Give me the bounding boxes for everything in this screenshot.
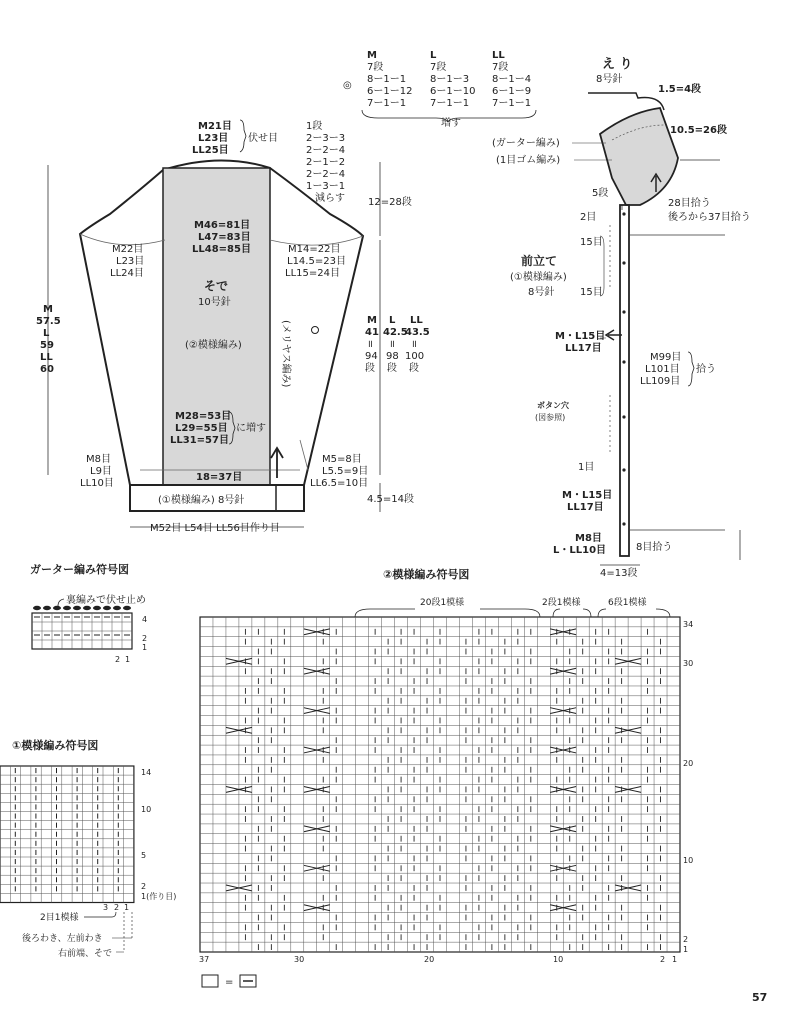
pattern1-chart-title: ①模様編み符号図: [12, 739, 99, 752]
inc-mark: ◎: [343, 80, 352, 91]
sleeve-right-bottom-l: L5.5=9目: [322, 466, 369, 477]
fb-ml15-b: LL17目: [565, 343, 602, 354]
sleeve-bottom-ll: LL31=57目: [170, 435, 229, 446]
sleeve-bind-off-label: 伏せ目: [248, 133, 278, 144]
cap-row-1: 2ー3ー3: [306, 133, 346, 144]
sleeve-right-top-m: M14=22目: [288, 244, 341, 255]
inc-label: 増す: [441, 118, 461, 129]
collar-pickup-back: 後ろから37目拾う: [668, 212, 751, 223]
inc-header-ll: LL: [492, 50, 505, 61]
fb-pickup-m: M99目: [650, 352, 682, 363]
lr-l-cm: 42.5: [383, 327, 408, 338]
buttonhole-7: [622, 522, 625, 525]
p2-row-20: 20: [683, 759, 694, 768]
buttonhole-2: [622, 261, 625, 264]
buttonholes: [622, 212, 625, 525]
p1-col-3: 3: [103, 903, 109, 912]
p2-row-30: 30: [683, 659, 694, 668]
sleeve-cuff-label: (①模様編み) 8号針: [158, 495, 245, 506]
buttonhole-5: [622, 415, 625, 418]
collar-rib: (1目ゴム編み): [496, 155, 561, 166]
sleeve-right-top-l: L14.5=23目: [287, 256, 346, 267]
length-left-l-val: 59: [40, 340, 54, 351]
fb-ml15b-b: LL17目: [567, 502, 604, 513]
sleeve-top-width-l: L47=83目: [198, 232, 251, 243]
sleeve-cast-on: M52目 L54目 LL56目作り目: [150, 523, 280, 534]
fb-pickup-bottom: 8目拾う: [636, 542, 673, 553]
cap-row-4: 2ー2ー4: [306, 169, 346, 180]
sleeve-side-pattern: (メリヤス編み): [280, 320, 291, 388]
inc-r0-l: 7段: [430, 62, 447, 73]
lr-m: M: [367, 315, 377, 326]
length-left-ll-val: 60: [40, 364, 54, 375]
p2-row-1: 1: [683, 945, 689, 954]
cap-decrease-label: 減らす: [315, 193, 345, 204]
sleeve-center-bottom: 18=37目: [196, 472, 243, 483]
cap-row-5: 1ー3ー1: [306, 181, 346, 192]
p2-repeat-20: 20段1模様: [420, 598, 465, 608]
lr-eq-1: ॥: [367, 339, 373, 350]
fb-pickup-l: L101目: [645, 364, 680, 375]
sleeve-cap-height: 12=28段: [368, 197, 412, 208]
page-number: 57: [752, 991, 768, 1004]
sleeve-left-bottom-ll: LL10目: [80, 478, 114, 489]
sleeve-right-top-ll: LL15=24目: [285, 268, 340, 279]
p2-row-34: 34: [683, 620, 694, 629]
lr-ll: LL: [410, 315, 423, 326]
inc-r2-l: 6ー1ー10: [430, 86, 476, 97]
lr-l-rows: 98: [386, 351, 399, 362]
inc-r1-l: 8ー1ー3: [430, 74, 470, 85]
fb-l2: 2目: [580, 212, 597, 223]
fb-pickup-label: 拾う: [696, 364, 716, 375]
lr-eq-3: ॥: [411, 339, 417, 350]
p1-repeat: 2目1模様: [40, 913, 79, 923]
lr-m-dan: 段: [365, 363, 375, 374]
fb-l15b: 15目: [580, 287, 603, 298]
p2-col-1: 1: [672, 955, 678, 964]
sleeve-increase-label: に増す: [236, 423, 266, 434]
fb-button-b: (図参照): [535, 413, 566, 422]
front-band-pattern: (①模様編み): [510, 272, 567, 283]
front-band: [620, 205, 629, 556]
collar-pickup: 28目拾う: [668, 198, 711, 209]
garter-chart-note: 裏編みで伏せ止め: [66, 595, 146, 606]
p2-col-10: 10: [553, 955, 564, 964]
inc-header-l: L: [430, 50, 437, 61]
sleeve-needle: 10号針: [198, 297, 231, 308]
inc-header-m: M: [367, 50, 377, 61]
p2-col-2: 2: [660, 955, 666, 964]
buttonhole-3: [622, 310, 625, 313]
garter-col-2: 2: [115, 655, 121, 664]
lr-m-rows: 94: [365, 351, 378, 362]
p2-repeat-2: 2段1模様: [542, 598, 581, 608]
cap-row-2: 2ー2ー4: [306, 145, 346, 156]
p1-note-2: 右前端、そで: [58, 949, 113, 959]
sleeve-top-width-m: M46=81目: [194, 220, 251, 231]
length-left-ll: LL: [40, 352, 53, 363]
sleeve-left-bottom-l: L9目: [90, 466, 112, 477]
p2-repeat-6: 6段1模様: [608, 598, 647, 608]
inc-r0-ll: 7段: [492, 62, 509, 73]
fb-pickup-ll: LL109目: [640, 376, 681, 387]
p1-note-1: 後ろわき、左前わき: [22, 934, 103, 944]
inc-r1-m: 8ー1ー1: [367, 74, 407, 85]
p1-col-2: 2: [114, 903, 120, 912]
buttonhole-6: [622, 468, 625, 471]
sleeve-length-right: [365, 315, 430, 374]
fb-ml15b-a: M・L15目: [562, 490, 613, 501]
garter-row-2: 2: [142, 634, 148, 643]
lr-ll-dan: 段: [409, 363, 419, 374]
sleeve-left-top-m: M22目: [112, 244, 144, 255]
collar-shape: [600, 108, 678, 205]
sleeve-center-pattern: (②模様編み): [185, 340, 242, 351]
collar-width: 10.5=26段: [670, 125, 727, 136]
sleeve-bottom-m: M28=53目: [175, 411, 232, 422]
p1-row-5: 5: [141, 851, 147, 860]
garter-chart-title: ガーター編み符号図: [30, 563, 129, 576]
sleeve-left-bottom-m: M8目: [86, 454, 111, 465]
cap-row-3: 2ー1ー2: [306, 157, 346, 168]
buttonhole-1: [622, 212, 625, 215]
sleeve-length-left: [36, 304, 61, 375]
p1-row-1: 1(作り目): [141, 892, 177, 901]
lr-eq-2: ॥: [389, 339, 395, 350]
inc-r3-m: 7ー1ー1: [367, 98, 407, 109]
p1-row-14: 14: [141, 768, 152, 777]
pattern2-chart: [200, 617, 680, 952]
sleeve-bottom-l: L29=55目: [175, 423, 228, 434]
garter-col-1: 1: [125, 655, 131, 664]
lr-ll-rows: 100: [405, 351, 425, 362]
fb-ml15-a: M・L15目: [555, 331, 606, 342]
pattern1-chart: [0, 766, 134, 903]
p2-col-30: 30: [294, 955, 305, 964]
p1-row-10: 10: [141, 805, 152, 814]
collar-title: え り: [602, 57, 633, 72]
p2-row-10: 10: [683, 856, 694, 865]
length-left-l: L: [43, 328, 50, 339]
sleeve-bind-off-m: M21目: [198, 121, 232, 132]
fb-button-a: ボタン穴: [537, 401, 569, 410]
sleeve-top-width-ll: LL48=85目: [192, 244, 251, 255]
length-left-m-val: 57.5: [36, 316, 61, 327]
buttonhole-4: [622, 360, 625, 363]
sleeve-cap-rows: [306, 120, 345, 204]
fb-m8-b: L・LL10目: [553, 545, 607, 556]
pattern2-chart-title: ②模様編み符号図: [383, 568, 470, 581]
inc-r2-m: 6ー1ー12: [367, 86, 413, 97]
lr-l: L: [389, 315, 396, 326]
garter-row-4: 4: [142, 615, 148, 624]
sleeve-right-bottom-ll: LL6.5=10目: [310, 478, 369, 489]
fb-l15a: 15目: [580, 237, 603, 248]
legend-blank-cell: [202, 975, 218, 987]
sleeve-left-top-ll: LL24目: [110, 268, 144, 279]
p1-col-1: 1: [124, 903, 130, 912]
sleeve-bind-off-l: L23目: [198, 133, 229, 144]
front-band-title: 前立て: [521, 254, 558, 268]
p2-col-20: 20: [424, 955, 435, 964]
inc-r3-ll: 7ー1ー1: [492, 98, 532, 109]
p1-row-2: 2: [141, 882, 147, 891]
collar-garter: (ガーター編み): [492, 138, 560, 149]
sleeve-bind-off-ll: LL25目: [192, 145, 229, 156]
sleeve-title: そで: [204, 279, 229, 293]
increase-table: [343, 50, 536, 129]
inc-r2-ll: 6ー1ー9: [492, 86, 532, 97]
garter-chart: [32, 606, 132, 649]
cap-row-0: 1段: [306, 121, 323, 132]
p2-row-2: 2: [683, 935, 689, 944]
fb-m8-a: M8目: [575, 533, 602, 544]
p2-col-37: 37: [199, 955, 210, 964]
sleeve-cuff-height: 4.5=14段: [367, 494, 415, 505]
sleeve-left-top-l: L23目: [116, 256, 145, 267]
inc-r3-l: 7ー1ー1: [430, 98, 470, 109]
sleeve-right-bottom-m: M5=8目: [322, 454, 362, 465]
lr-ll-cm: 43.5: [405, 327, 430, 338]
lr-m-cm: 41: [365, 327, 379, 338]
collar-top: 1.5=4段: [658, 84, 702, 95]
collar-needle: 8号針: [596, 74, 623, 85]
front-band-needle: 8号針: [528, 287, 555, 298]
lr-l-dan: 段: [387, 363, 397, 374]
length-left-m: M: [43, 304, 53, 315]
inc-r1-ll: 8ー1ー4: [492, 74, 532, 85]
fb-l1: 1目: [578, 462, 595, 473]
legend-eq: =: [225, 977, 234, 988]
fb-bottom: 4=13段: [600, 568, 638, 579]
garter-row-1: 1: [142, 643, 148, 652]
collar-rows-5: 5段: [592, 188, 609, 199]
inc-r0-m: 7段: [367, 62, 384, 73]
